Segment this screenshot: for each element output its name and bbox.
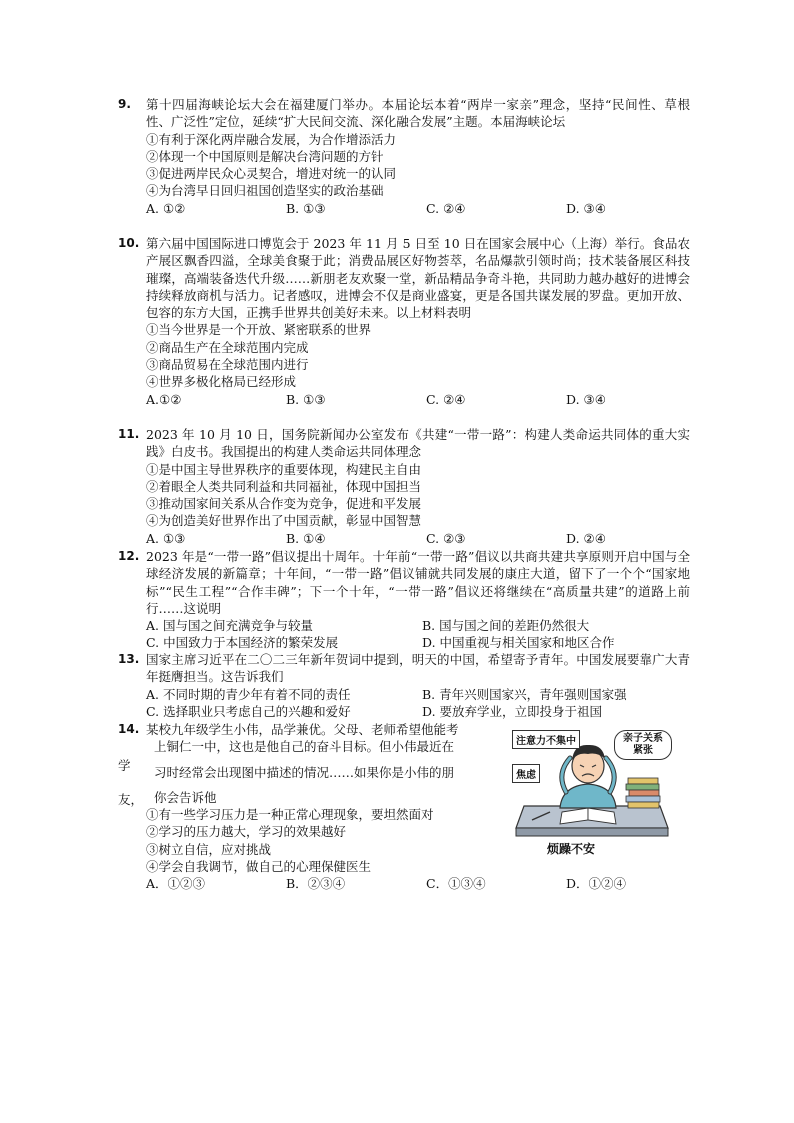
choice-d[interactable]: D. ③④ (566, 200, 606, 216)
answer-choices (146, 530, 690, 547)
answer-choices (146, 875, 690, 892)
question-13 (118, 651, 690, 720)
question-number: 12. (118, 549, 140, 563)
statement-4: ④为创造美好世界作出了中国贡献，彰显中国智慧 (146, 513, 422, 529)
statement-1: ①是中国主导世界秩序的重要体现，构建民主自由 (146, 461, 422, 477)
statement-3: ③推动国家间关系从合作变为竞争，促进和平发展 (146, 496, 422, 512)
label-inattention: 注意力不集中 (512, 730, 580, 749)
choice-c[interactable]: C. ②④ (426, 391, 466, 407)
choice-d[interactable]: D. 中国重视与相关国家和地区合作 (422, 635, 615, 651)
choice-b[interactable]: B．②③④ (286, 876, 346, 892)
choice-d[interactable]: D. ③④ (566, 391, 606, 407)
question-number: 10. (118, 236, 140, 250)
statement-2: ②着眼全人类共同利益和共同福祉，体现中国担当 (146, 478, 422, 494)
answer-row-2 (146, 703, 690, 720)
question-number: 13. (118, 652, 140, 666)
statement-2: ②商品生产在全球范围内完成 (146, 339, 309, 355)
statement-3: ③商品贸易在全球范围内进行 (146, 357, 309, 373)
choice-d[interactable]: D．①②④ (566, 876, 627, 892)
wrapped-char-xue: 学 (118, 758, 131, 773)
question-stem: 第六届中国国际进口博览会于 2023 年 11 月 5 日至 10 日在国家会展中心（上海）举行。食品农产展区飘香四溢，全球美食聚于此；消费品展区好物荟萃，名品爆款引领时尚；技术装备展区科技璀璨，高端装备迭代升级……新朋老友欢聚一堂，新品精品争奇斗艳，共同助力越办越好的进博会持续释放商机与活力。记者感叹，进博会不仅是商业盛宴，更是各国共谋发展的罗盘。更加开放、包容的东方大国，正携手世界共创美好未来。以上材料表明 (146, 236, 690, 321)
choice-b[interactable]: B. ①④ (286, 530, 326, 546)
choice-b[interactable]: B. ①③ (286, 200, 326, 216)
statement-1: ①有利于深化两岸融合发展，为合作增添活力 (146, 131, 397, 147)
question-stem: 2023 年是“一带一路”倡议提出十周年。十年前“一带一路”倡议以共商共建共享原则开启中国与全球经济发展的新篇章；十年间，“一带一路”倡议铺就共同发展的康庄大道，留下了一个个“国家地标”“民生工程”“合作丰碑”；下一个十年，“一带一路”倡议还将继续在“高质量共建”的道路上前行……这说明 (146, 549, 690, 616)
question-stem-line-4: 你会告诉他 (154, 789, 217, 805)
statement-1: ①有一些学习压力是一种正常心理现象，要坦然面对 (146, 807, 434, 823)
choice-a[interactable]: A. 国与国之间充满竞争与较量 (146, 618, 313, 634)
choice-c[interactable]: C. ②③ (426, 530, 466, 546)
choice-a[interactable]: A.①② (146, 391, 182, 407)
question-stem: 国家主席习近平在二〇二三年新年贺词中提到，明天的中国，希望寄予青年。中国发展要靠广大青年挺膺担当。这告诉我们 (146, 652, 690, 685)
choice-d[interactable]: D. ②④ (566, 530, 606, 546)
choice-a[interactable]: A. 不同时期的青少年有着不同的责任 (146, 686, 351, 702)
choice-d[interactable]: D. 要放弃学业，立即投身于祖国 (422, 703, 603, 719)
answer-row-2 (146, 634, 690, 651)
question-stem: 2023 年 10 月 10 日，国务院新闻办公室发布《共建“一带一路”：构建人类命运共同体的重大实践》白皮书。我国提出的构建人类命运共同体理念 (146, 427, 690, 460)
label-anxiety: 焦虑 (512, 764, 540, 783)
question-9 (118, 96, 690, 217)
wrapped-char-you: 友， (118, 792, 144, 807)
choice-b[interactable]: B. 青年兴则国家兴，青年强则国家强 (422, 686, 627, 702)
label-family-tension: 亲子关系紧张 (614, 730, 672, 760)
statement-3: ③促进两岸民众心灵契合，增进对统一的认同 (146, 166, 397, 182)
question-number: 14. (118, 722, 140, 736)
choice-a[interactable]: A. ①② (146, 200, 186, 216)
statement-2: ②体现一个中国原则是解决台湾问题的方针 (146, 148, 384, 164)
choice-b[interactable]: B. 国与国之间的差距仍然很大 (422, 618, 590, 634)
question-stem-line-3: 习时经常会出现图中描述的情况……如果你是小伟的朋 (154, 764, 455, 780)
choice-b[interactable]: B. ①③ (286, 391, 326, 407)
choice-c[interactable]: C. 选择职业只考虑自己的兴趣和爱好 (146, 703, 351, 719)
answer-row-1 (146, 617, 690, 634)
choice-a[interactable]: A. ①③ (146, 530, 186, 546)
choice-c[interactable]: C. 中国致力于本国经济的繁荣发展 (146, 635, 339, 651)
statement-4: ④为台湾早日回归祖国创造坚实的政治基础 (146, 183, 384, 199)
statement-4: ④学会自我调节，做自己的心理保健医生 (146, 859, 372, 875)
answer-choices (146, 391, 690, 408)
statement-3: ③树立自信，应对挑战 (146, 841, 272, 857)
statement-2: ②学习的压力越大，学习的效果越好 (146, 824, 347, 840)
statement-4: ④世界多极化格局已经形成 (146, 374, 297, 390)
question-12 (118, 548, 690, 651)
choice-c[interactable]: C．①③④ (426, 876, 486, 892)
question-10 (118, 235, 690, 408)
illustration-caption: 烦躁不安 (547, 842, 596, 856)
choice-c[interactable]: C. ②④ (426, 200, 466, 216)
question-stem-line-2: 上铜仁一中，这也是他自己的奋斗目标。但小伟最近在 (154, 739, 455, 755)
question-stem-line-1: 某校九年级学生小伟，品学兼优。父母、老师希望他能考 (146, 722, 459, 737)
choice-a[interactable]: A．①②③ (146, 876, 206, 892)
answer-choices (146, 200, 690, 217)
answer-row-1 (146, 686, 690, 703)
question-stem: 第十四届海峡论坛大会在福建厦门举办。本届论坛本着“两岸一家亲”理念，坚持“民间性、草根性、广泛性”定位，延续“扩大民间交流、深化融合发展”主题。本届海峡论坛 (146, 97, 690, 130)
question-11 (118, 426, 690, 547)
question-number: 11. (118, 427, 140, 441)
question-number: 9. (118, 97, 131, 111)
statement-1: ①当今世界是一个开放、紧密联系的世界 (146, 322, 372, 338)
